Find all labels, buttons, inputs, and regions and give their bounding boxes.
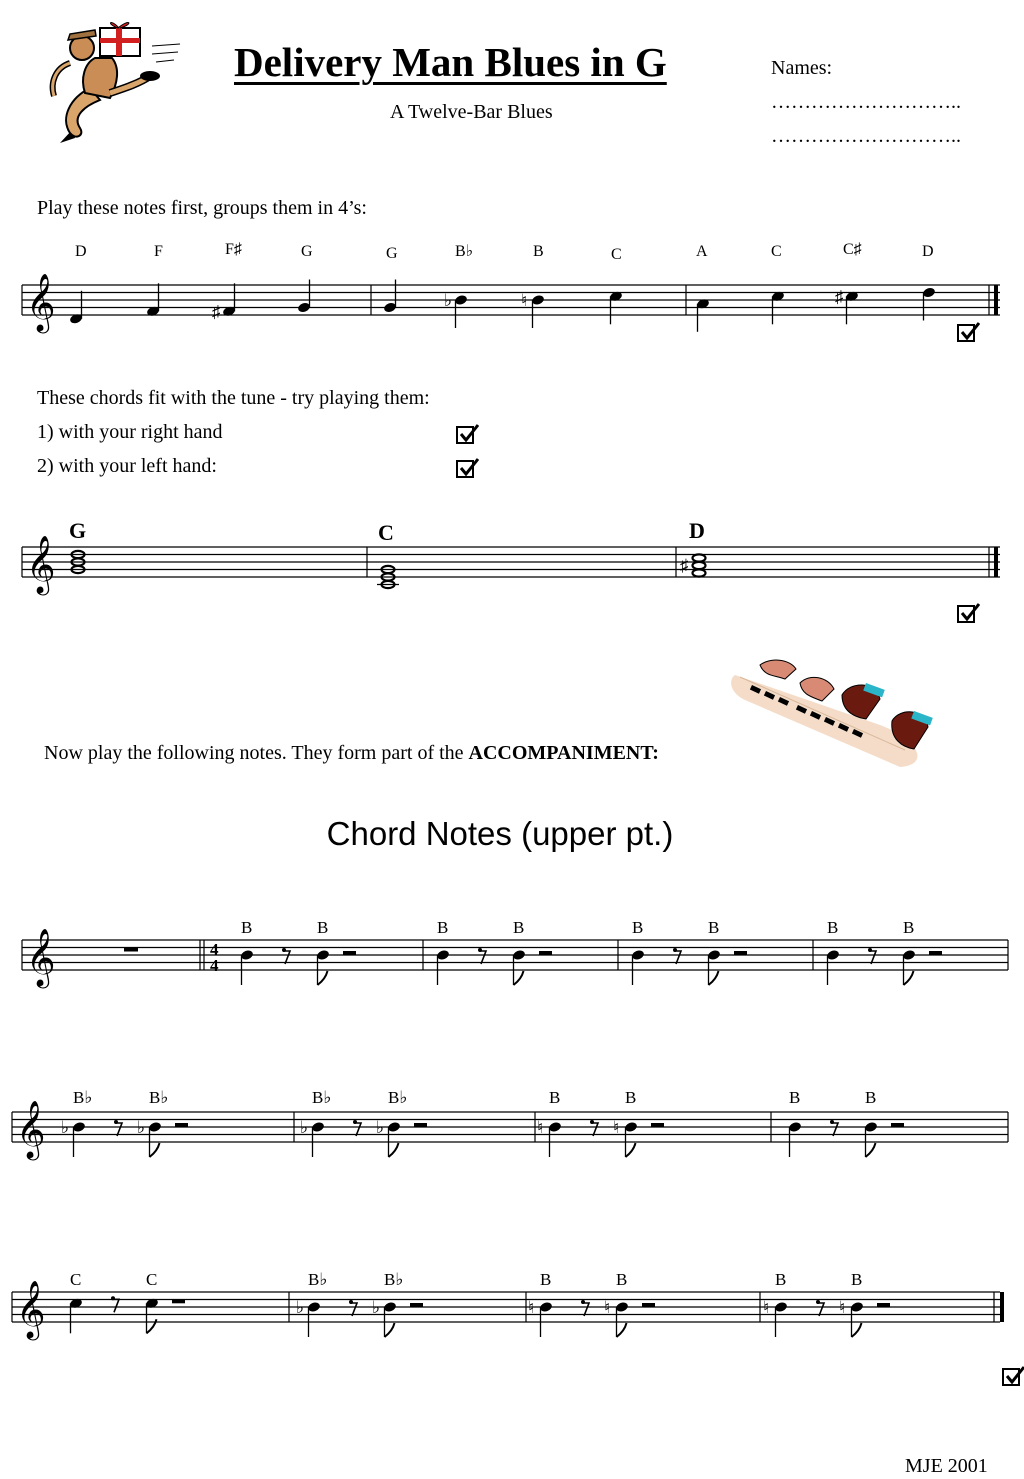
accidental-sign: ♮	[521, 291, 528, 310]
accompaniment-note-label: B	[317, 918, 329, 937]
scale-note-label: C	[611, 246, 622, 263]
accompaniment-note-label: B♭	[149, 1088, 169, 1107]
chord-label-c: C	[378, 520, 394, 545]
accidental-sign: ♮	[528, 1298, 535, 1317]
accompaniment-note-label: B	[827, 918, 839, 937]
accompaniment-note-label: B	[789, 1088, 801, 1107]
accompaniment-note-label: B	[625, 1088, 637, 1107]
accidental-sign: ♮	[604, 1298, 611, 1317]
accidental-sign: ♭	[300, 1118, 309, 1137]
accompaniment-staff-1	[0, 905, 1024, 1005]
piano-hands-icon	[730, 655, 945, 775]
accidental-sign: ♮	[839, 1298, 846, 1317]
minim-rest	[343, 951, 356, 955]
accompaniment-note-label: B♭	[388, 1088, 408, 1107]
scale-note-label: C♯	[843, 241, 862, 258]
accidental-sign: ♭	[376, 1118, 385, 1137]
accompaniment-note-label: B♭	[73, 1088, 93, 1107]
accompaniment-note-label: B	[437, 918, 449, 937]
chord-label-d: D	[689, 518, 705, 543]
accompaniment-note-label: B♭	[384, 1270, 404, 1289]
checkbox-icon[interactable]	[957, 605, 975, 623]
scale-note-label: B♭	[455, 243, 474, 260]
chord-notes-heading: Chord Notes (upper pt.)	[326, 815, 674, 852]
minim-rest	[172, 1299, 185, 1303]
delivery-man-icon	[40, 18, 185, 148]
minim-rest	[891, 1123, 904, 1127]
treble-clef-icon: 𝄞	[26, 929, 56, 985]
accompaniment-note-label: B	[775, 1270, 787, 1289]
checkbox-icon[interactable]	[957, 324, 975, 342]
time-signature-bottom: 4	[210, 956, 219, 975]
chords-step-right-hand: 1) with your right hand	[37, 421, 223, 443]
time-signature-top: 4	[210, 940, 219, 959]
accompaniment-note-label: B♭	[308, 1270, 328, 1289]
chord-label-g: G	[69, 518, 87, 543]
names-label: Names:	[771, 57, 833, 79]
accidental-sign: ♭	[372, 1298, 381, 1317]
names-line-2[interactable]: ………………………..	[771, 125, 961, 147]
accompaniment-note-label: B	[616, 1270, 628, 1289]
treble-clef-icon: 𝄞	[26, 536, 56, 592]
minim-rest	[877, 1303, 890, 1307]
accidental-sign: ♭	[296, 1298, 305, 1317]
minim-rest	[539, 951, 552, 955]
minim-rest	[651, 1123, 664, 1127]
scale-note-label: D	[922, 243, 934, 260]
scale-note-label: F	[154, 243, 163, 260]
whole-rest	[124, 948, 138, 952]
minim-rest	[414, 1123, 427, 1127]
accompaniment-note-label: B	[549, 1088, 561, 1107]
accidental-sign: ♯	[212, 302, 221, 322]
scale-note-label: C	[771, 243, 782, 260]
scale-instruction: Play these notes first, groups them in 4’s:	[37, 197, 367, 219]
accompaniment-note-label: B	[513, 918, 525, 937]
accompaniment-note-label: B	[865, 1088, 877, 1107]
scale-note-label: B	[533, 243, 544, 260]
names-block	[771, 51, 961, 153]
checkbox-icon[interactable]	[1002, 1368, 1020, 1386]
chords-instruction: These chords fit with the tune - try playing them:	[37, 387, 430, 409]
accompaniment-note-label: B	[540, 1270, 552, 1289]
scale-note-label: G	[301, 243, 313, 260]
chord-d	[693, 554, 706, 576]
scale-note-label: G	[386, 245, 398, 262]
footer-credit: MJE 2001	[905, 1455, 988, 1477]
treble-clef-icon: 𝄞	[16, 1101, 46, 1157]
accompaniment-instruction-text: Now play the following notes. They form part of the	[44, 742, 469, 764]
accidental-sign: ♭	[137, 1118, 146, 1137]
accompaniment-instruction-bold: ACCOMPANIMENT:	[468, 742, 659, 764]
accompaniment-note-label: B	[632, 918, 644, 937]
accompaniment-note-label: C	[146, 1270, 158, 1289]
accidental-sign: ♭	[61, 1118, 70, 1137]
page-title: Delivery Man Blues in G	[234, 39, 667, 85]
accompaniment-note-label: B	[903, 918, 915, 937]
accidental-sign: ♮	[537, 1118, 544, 1137]
scale-note-label: D	[75, 243, 87, 260]
accompaniment-note-label: B	[708, 918, 720, 937]
minim-rest	[734, 951, 747, 955]
minim-rest	[410, 1303, 423, 1307]
accompaniment-instruction	[44, 742, 659, 765]
accidental-sign: ♮	[763, 1298, 770, 1317]
checkbox-icon[interactable]	[456, 460, 474, 478]
scale-note-label: A	[696, 243, 708, 260]
names-line-1[interactable]: ………………………..	[771, 91, 961, 113]
accompaniment-note-label: B	[241, 918, 253, 937]
quaver-rest	[112, 1299, 119, 1312]
scale-note-label: F♯	[225, 241, 242, 258]
chords-staff	[0, 510, 1024, 610]
accidental-sign: ♯	[835, 287, 844, 307]
minim-rest	[929, 951, 942, 955]
page-subtitle: A Twelve-Bar Blues	[390, 101, 553, 123]
accompaniment-note-label: B♭	[312, 1088, 332, 1107]
treble-clef-icon: 𝄞	[26, 274, 56, 330]
checkbox-icon[interactable]	[456, 426, 474, 444]
chords-step-left-hand: 2) with your left hand:	[37, 455, 217, 477]
sharp-sign: ♯	[680, 556, 689, 575]
accompaniment-note-label: C	[70, 1270, 82, 1289]
accompaniment-note-label: B	[851, 1270, 863, 1289]
minim-rest	[175, 1123, 188, 1127]
minim-rest	[642, 1303, 655, 1307]
accidental-sign: ♮	[613, 1118, 620, 1137]
treble-clef-icon: 𝄞	[16, 1281, 46, 1337]
accidental-sign: ♭	[444, 291, 453, 310]
